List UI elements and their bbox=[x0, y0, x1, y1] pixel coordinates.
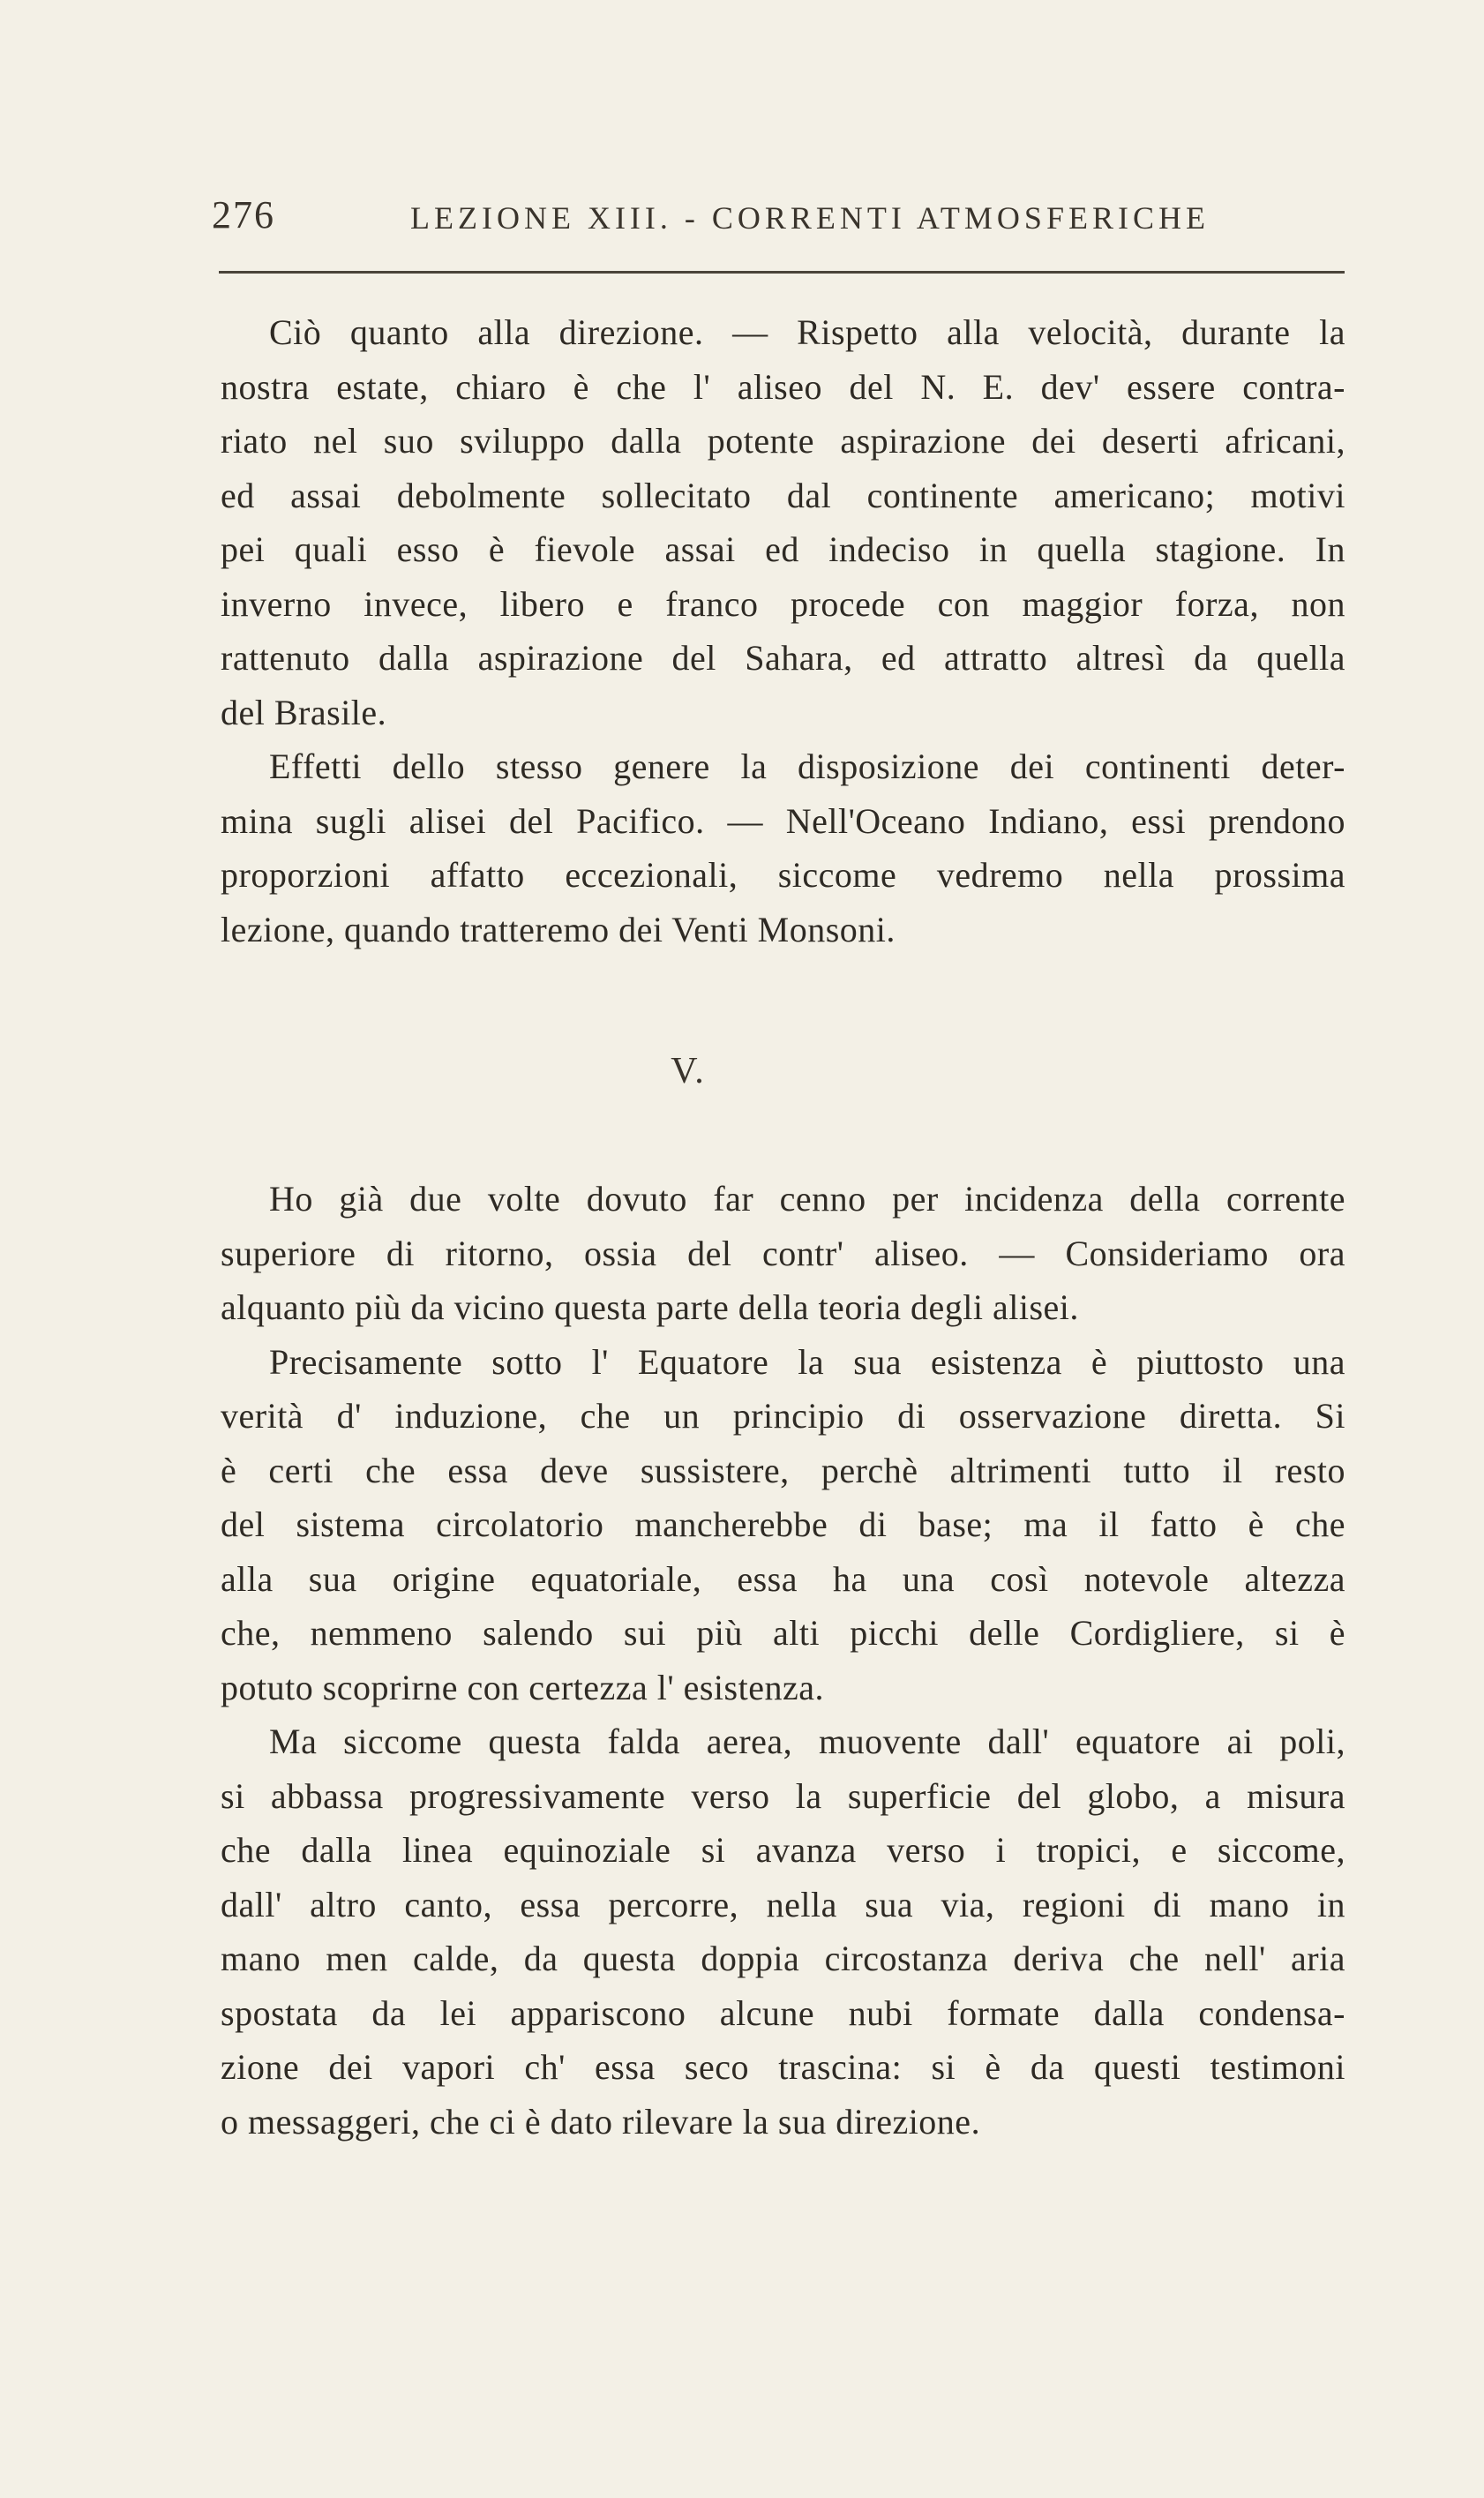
text-line: riato nel suo sviluppo dalla potente aspirazione dei deserti africani, bbox=[221, 421, 1345, 461]
text-line: che, nemmeno salendo sui più alti picchi delle Cordigliere, si è bbox=[221, 1613, 1345, 1653]
text-line: zione dei vapori ch' essa seco trascina: si è da questi testimoni bbox=[221, 2047, 1345, 2087]
text-line: dall' altro canto, essa percorre, nella sua via, regioni di mano in bbox=[221, 1884, 1345, 1924]
text-line: Effetti dello stesso genere la disposizione dei continenti deter- bbox=[269, 746, 1345, 786]
text-line: è certi che essa deve sussistere, perchè altrimenti tutto il resto bbox=[221, 1450, 1345, 1490]
text-line: verità d' induzione, che un principio di osservazione diretta. Si bbox=[221, 1396, 1345, 1436]
text-line: spostata da lei appariscono alcune nubi formate dalla condensa- bbox=[221, 1992, 1345, 2033]
text-line: mina sugli alisei del Pacifico. — Nell'Oceano Indiano, essi prendono bbox=[221, 800, 1345, 841]
text-line: proporzioni affatto eccezionali, siccome vedremo nella prossima bbox=[221, 855, 1345, 895]
text-line: potuto scoprirne con certezza l' esistenza. bbox=[221, 1667, 824, 1707]
text-line: alla sua origine equatoriale, essa ha una così notevole altezza bbox=[221, 1558, 1345, 1599]
text-line: mano men calde, da questa doppia circostanza deriva che nell' aria bbox=[221, 1939, 1345, 1978]
paragraph-block-1 bbox=[221, 305, 1345, 956]
paragraph-block-2 bbox=[221, 1172, 1345, 2149]
text-line: del Brasile. bbox=[221, 692, 387, 732]
text-line: alquanto più da vicino questa parte della teoria degli alisei. bbox=[221, 1287, 1079, 1327]
text-line: Ho già due volte dovuto far cenno per incidenza della corrente bbox=[269, 1179, 1345, 1219]
text-line: superiore di ritorno, ossia del contr' aliseo. — Consideriamo ora bbox=[221, 1233, 1345, 1273]
text-line: inverno invece, libero e franco procede con maggior forza, non bbox=[221, 583, 1345, 624]
text-line: si abbassa progressivamente verso la superficie del globo, a misura bbox=[221, 1775, 1345, 1816]
text-line: nostra estate, chiaro è che l' aliseo del N. E. dev' essere contra- bbox=[221, 366, 1345, 407]
text-line: ed assai debolmente sollecitato dal continente americano; motivi bbox=[221, 475, 1345, 515]
text-line: o messaggeri, che ci è dato rilevare la sua direzione. bbox=[221, 2101, 981, 2142]
running-head bbox=[212, 192, 1385, 245]
text-line: pei quali esso è fievole assai ed indeciso in quella stagione. In bbox=[221, 529, 1345, 569]
chapter-title: LEZIONE XIII. - CORRENTI ATMOSFERICHE bbox=[410, 200, 1210, 236]
text-line: Ma siccome questa falda aerea, muovente dall' equatore ai poli, bbox=[269, 1722, 1345, 1761]
text-line: Precisamente sotto l' Equatore la sua esistenza è piuttosto una bbox=[269, 1341, 1345, 1382]
text-line: che dalla linea equinoziale si avanza verso i tropici, e siccome, bbox=[221, 1830, 1345, 1870]
page-number: 276 bbox=[212, 193, 275, 236]
text-line: del sistema circolatorio mancherebbe di base; ma il fatto è che bbox=[221, 1504, 1345, 1544]
text-line: Ciò quanto alla direzione. — Rispetto alla velocità, durante la bbox=[269, 312, 1345, 352]
text-line: rattenuto dalla aspirazione del Sahara, ed attratto altresì da quella bbox=[221, 638, 1345, 678]
header-rule bbox=[219, 271, 1345, 274]
text-line: lezione, quando tratteremo dei Venti Monsoni. bbox=[221, 909, 896, 949]
section-number: V. bbox=[671, 1051, 706, 1091]
